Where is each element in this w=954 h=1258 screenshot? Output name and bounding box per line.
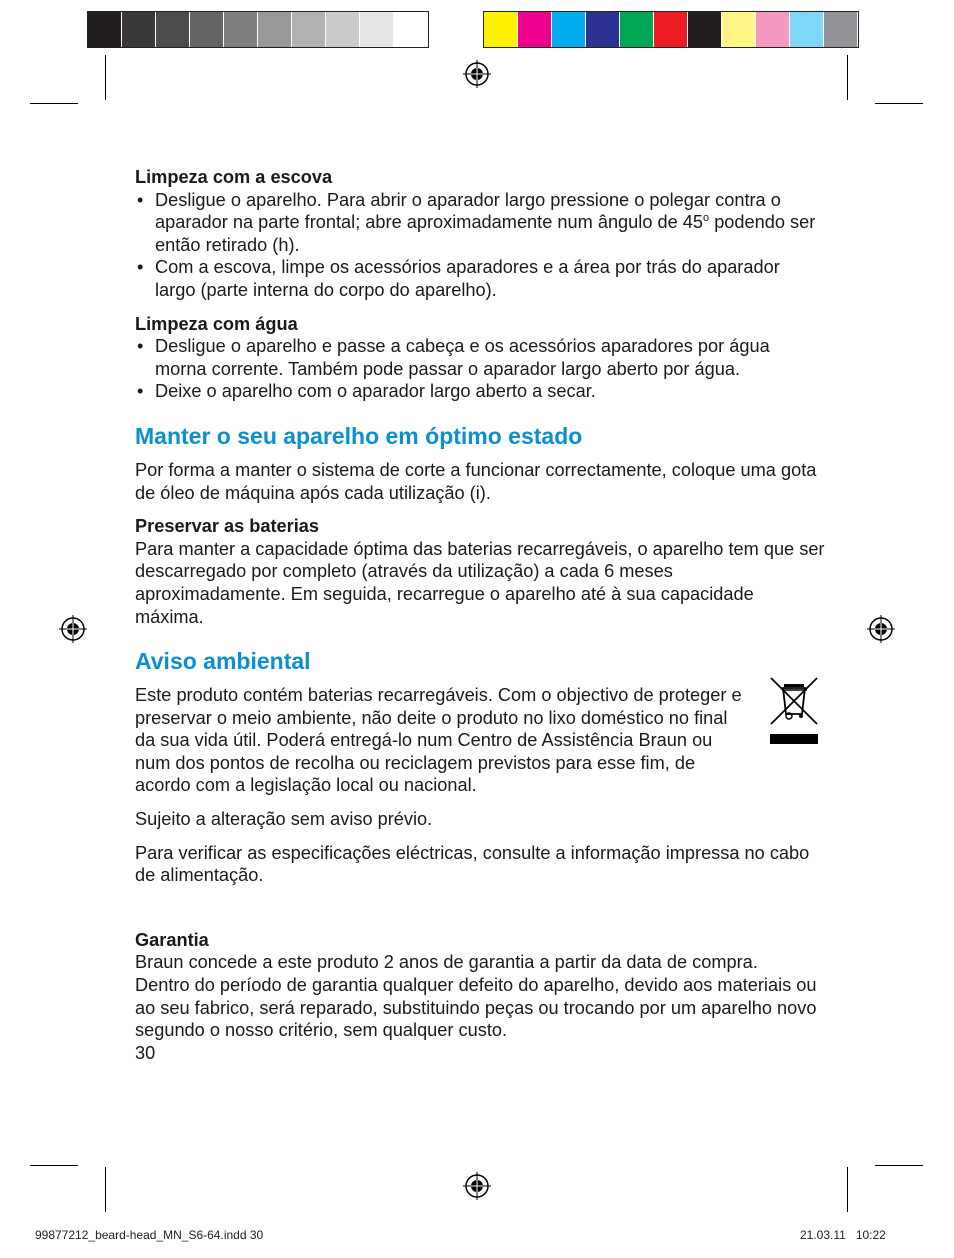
change-notice: Sujeito a alteração sem aviso prévio.: [135, 809, 433, 830]
warranty-text-1: Braun concede a este produto 2 anos de garantia a partir da data de compra.: [135, 952, 758, 973]
footer-date: 21.03.11 10:22: [800, 1228, 886, 1242]
color-calibration-bar: [483, 11, 859, 48]
color-swatch: [790, 12, 824, 47]
page-content: [135, 166, 825, 1064]
color-swatch: [394, 12, 428, 47]
registration-mark-icon: [463, 1172, 491, 1200]
brush-cleaning-title: Limpeza com a escova: [135, 167, 333, 187]
color-swatch: [824, 12, 858, 47]
batteries-title: Preservar as baterias: [135, 516, 320, 537]
color-swatch: [122, 12, 156, 47]
color-swatch: [586, 12, 620, 47]
color-swatch: [654, 12, 688, 47]
color-swatch: [88, 12, 122, 47]
color-swatch: [258, 12, 292, 47]
grayscale-calibration-bar: [87, 11, 429, 48]
environment-text: Este produto contém baterias recarregáveis. Com o objectivo de proteger e preservar o meio ambiente, não deite o produto no lixo doméstico no final da sua vida útil. Poderá entregá-lo num Centro de Assistência Braun ou num dos pontos de recolha ou reciclagem previstos para esse fim, de acordo com a legislação local ou nacional.: [135, 685, 742, 796]
list-item: • Desligue o aparelho. Para abrir o aparador largo pressione o polegar contra o aparador na parte frontal; abre aproximadamente num ângulo de 45$^o$ podendo ser então retirado (h).: [135, 189, 825, 257]
list-item: • Desligue o aparelho e passe a cabeça e os acessórios aparadores por água morna corrente. Também pode passar o aparador largo aberto por água.: [135, 335, 825, 380]
color-swatch: [552, 12, 586, 47]
environment-block: [135, 684, 825, 797]
maintain-text: Por forma a manter o sistema de corte a funcionar correctamente, coloque uma gota de óleo de máquina após cada utilização (i).: [135, 459, 817, 503]
footer-file-info: 99877212_beard-head_MN_S6-64.indd 30: [35, 1228, 264, 1242]
color-swatch: [292, 12, 326, 47]
registration-mark-icon: [59, 615, 87, 643]
registration-mark-icon: [867, 615, 895, 643]
environment-heading: Aviso ambiental: [135, 648, 311, 675]
brush-cleaning-list: [135, 189, 825, 302]
color-swatch: [190, 12, 224, 47]
color-swatch: [722, 12, 756, 47]
color-swatch: [224, 12, 258, 47]
color-swatch: [620, 12, 654, 47]
list-item: • Com a escova, limpe os acessórios aparadores e a área por trás do aparador largo (parte interna do corpo do aparelho).: [135, 256, 825, 301]
page-number: 30: [135, 1042, 156, 1063]
water-cleaning-list: [135, 335, 825, 403]
color-swatch: [360, 12, 394, 47]
crossed-out-wheelie-bin-icon: [769, 676, 819, 748]
warranty-title: Garantia: [135, 929, 209, 950]
color-swatch: [756, 12, 790, 47]
color-swatch: [484, 12, 518, 47]
color-swatch: [688, 12, 722, 47]
color-swatch: [326, 12, 360, 47]
warranty-text-2: Dentro do período de garantia qualquer defeito do aparelho, devido aos materiais ou ao seu fabrico, será reparado, substituindo peças ou trocando por um aparelho novo segundo o nosso critério, sem qualquer custo.: [135, 975, 817, 1041]
water-cleaning-title: Limpeza com água: [135, 313, 298, 334]
color-swatch: [156, 12, 190, 47]
color-swatch: [518, 12, 552, 47]
batteries-text: Para manter a capacidade óptima das baterias recarregáveis, o aparelho tem que ser descarregado por completo (através da utilização) a cada 6 meses aproximadamente. Em seguida, recarregue o aparelho até à sua capacidade máxima.: [135, 538, 825, 627]
list-item: • Deixe o aparelho com o aparador largo aberto a secar.: [135, 380, 825, 403]
electrical-info: Para verificar as especificações eléctricas, consulte a informação impressa no cabo de alimentação.: [135, 842, 810, 886]
registration-mark-icon: [463, 60, 491, 88]
maintain-heading: Manter o seu aparelho em óptimo estado: [135, 422, 583, 449]
